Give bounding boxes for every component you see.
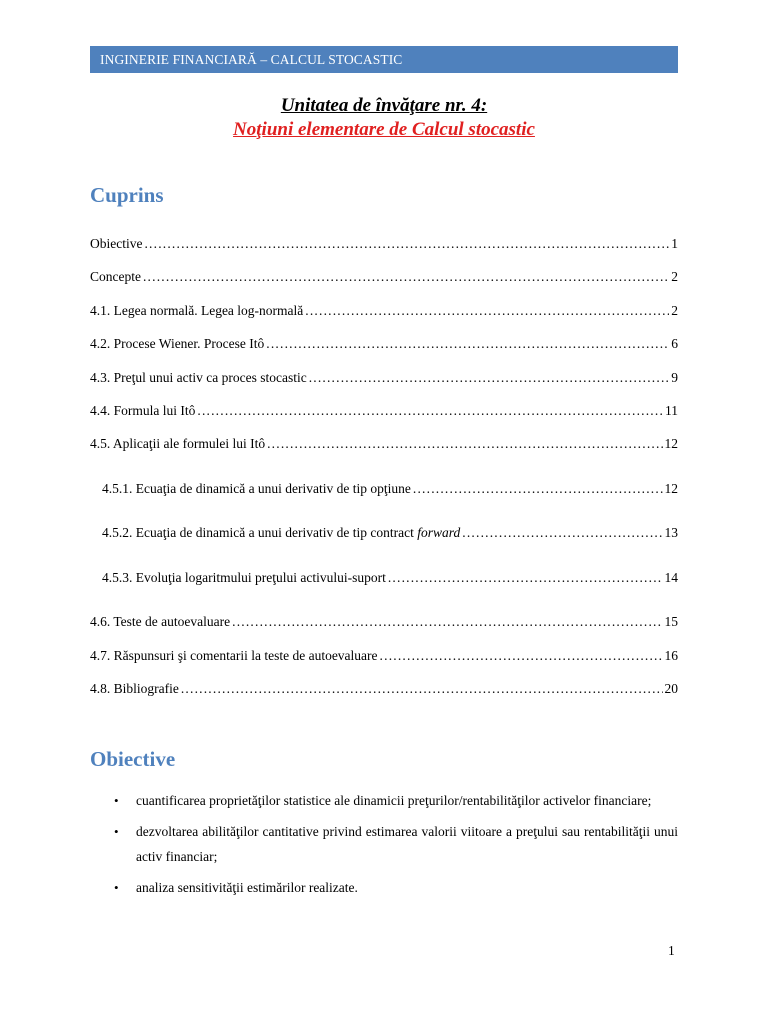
- toc-entry-page: 2: [671, 303, 678, 318]
- toc-entry-label: 4.6. Teste de autoevaluare: [90, 614, 231, 629]
- toc-leader-dots: [181, 681, 663, 697]
- toc-leader-dots: [266, 336, 669, 352]
- toc-leader-dots: [305, 303, 669, 319]
- toc-entry-label: Concepte: [90, 269, 141, 284]
- toc-leader-dots: [309, 370, 670, 386]
- objective-text: dezvoltarea abilităţilor cantitative privind estimarea valorii viitoare a preţului sau rentabilităţii unui activ financiar;: [136, 824, 678, 864]
- objectives-list: [90, 788, 678, 906]
- toc-leader-dots: [413, 481, 663, 497]
- toc-entry-label: 4.2. Procese Wiener. Procese Itô: [90, 336, 265, 351]
- page-number: 1: [668, 943, 675, 958]
- unit-title-line-1: Unitatea de învăţare nr. 4:: [280, 95, 488, 116]
- toc-entry-page: 13: [664, 525, 678, 540]
- toc-entry-page: 14: [664, 570, 678, 585]
- unit-title: [90, 94, 678, 142]
- toc-entry-4-4[interactable]: [90, 403, 678, 419]
- toc-entry-4-5-3[interactable]: [102, 570, 678, 586]
- toc-entry-page: 20: [664, 681, 678, 696]
- toc-entry-page: 11: [665, 403, 678, 418]
- objective-text: analiza sensitivităţii estimărilor realizate.: [136, 880, 358, 895]
- toc-entry-4-2[interactable]: [90, 336, 678, 352]
- list-item: [90, 875, 678, 900]
- toc-entry-page: 1: [671, 236, 678, 251]
- toc-entry-label: 4.8. Bibliografie: [90, 681, 179, 696]
- toc-entry-4-3[interactable]: [90, 370, 678, 386]
- objective-text: cuantificarea proprietăţilor statistice ale dinamicii preţurilor/rentabilităţilor activelor financiare;: [136, 793, 652, 808]
- running-header: [90, 46, 678, 73]
- list-item: [90, 819, 678, 869]
- toc-leader-dots: [267, 436, 662, 452]
- toc-entry-4-7[interactable]: [90, 648, 678, 664]
- toc-entry-label: 4.4. Formula lui Itô: [90, 403, 196, 418]
- toc-leader-dots: [197, 403, 663, 419]
- toc-leader-dots: [143, 269, 669, 285]
- toc-entry-page: 12: [664, 481, 678, 496]
- toc-leader-dots: [462, 525, 662, 541]
- toc-leader-dots: [232, 614, 662, 630]
- list-item: [90, 788, 678, 813]
- toc-entry-label: 4.1. Legea normală. Legea log-normală: [90, 303, 304, 318]
- toc-entry-label: 4.5. Aplicaţii ale formulei lui Itô: [90, 436, 266, 451]
- toc-entry-label: Obiective: [90, 236, 143, 251]
- bullet-icon: •: [114, 880, 119, 895]
- toc-entry-4-5-2[interactable]: [102, 525, 678, 541]
- toc-entry-concepts[interactable]: [90, 269, 678, 285]
- toc-entry-label: 4.5.3. Evoluţia logaritmului preţului activului-suport: [102, 570, 386, 585]
- toc-entry-label: 4.3. Preţul unui activ ca proces stocastic: [90, 370, 307, 385]
- toc-entry-page: 15: [664, 614, 678, 629]
- toc-entry-4-5[interactable]: [90, 436, 678, 452]
- toc-entry-objectives[interactable]: [90, 236, 678, 252]
- bullet-icon: •: [114, 793, 119, 808]
- toc-entry-4-8[interactable]: [90, 681, 678, 697]
- toc-entry-4-5-1[interactable]: [102, 481, 678, 497]
- toc-entry-label-text: 4.5.2. Ecuaţia de dinamică a unui derivativ de tip contract: [102, 525, 414, 540]
- toc-entry-page: 2: [671, 269, 678, 284]
- toc-entry-page: 12: [664, 436, 678, 451]
- toc-entry-page: 6: [671, 336, 678, 351]
- toc-leader-dots: [144, 236, 669, 252]
- toc-entry-page: 9: [671, 370, 678, 385]
- toc-entry-label: 4.7. Răspunsuri şi comentarii la teste de autoevaluare: [90, 648, 378, 663]
- toc-entry-label: 4.5.1. Ecuaţia de dinamică a unui derivativ de tip opţiune: [102, 481, 411, 496]
- toc-entry-label-italic: forward: [417, 525, 461, 540]
- objectives-heading: Obiective: [90, 747, 176, 771]
- toc-entry-page: 16: [664, 648, 678, 663]
- toc-leader-dots: [388, 570, 663, 586]
- running-header-text: INGINERIE FINANCIARĂ – CALCUL STOCASTIC: [100, 52, 403, 67]
- toc-entry-4-6[interactable]: [90, 614, 678, 630]
- toc-leader-dots: [380, 648, 663, 664]
- bullet-icon: •: [114, 824, 119, 839]
- toc-entry-4-1[interactable]: [90, 303, 678, 319]
- toc-heading: Cuprins: [90, 183, 164, 207]
- unit-title-line-2: Noţiuni elementare de Calcul stocastic: [233, 119, 535, 140]
- toc-entry-label: [102, 525, 460, 541]
